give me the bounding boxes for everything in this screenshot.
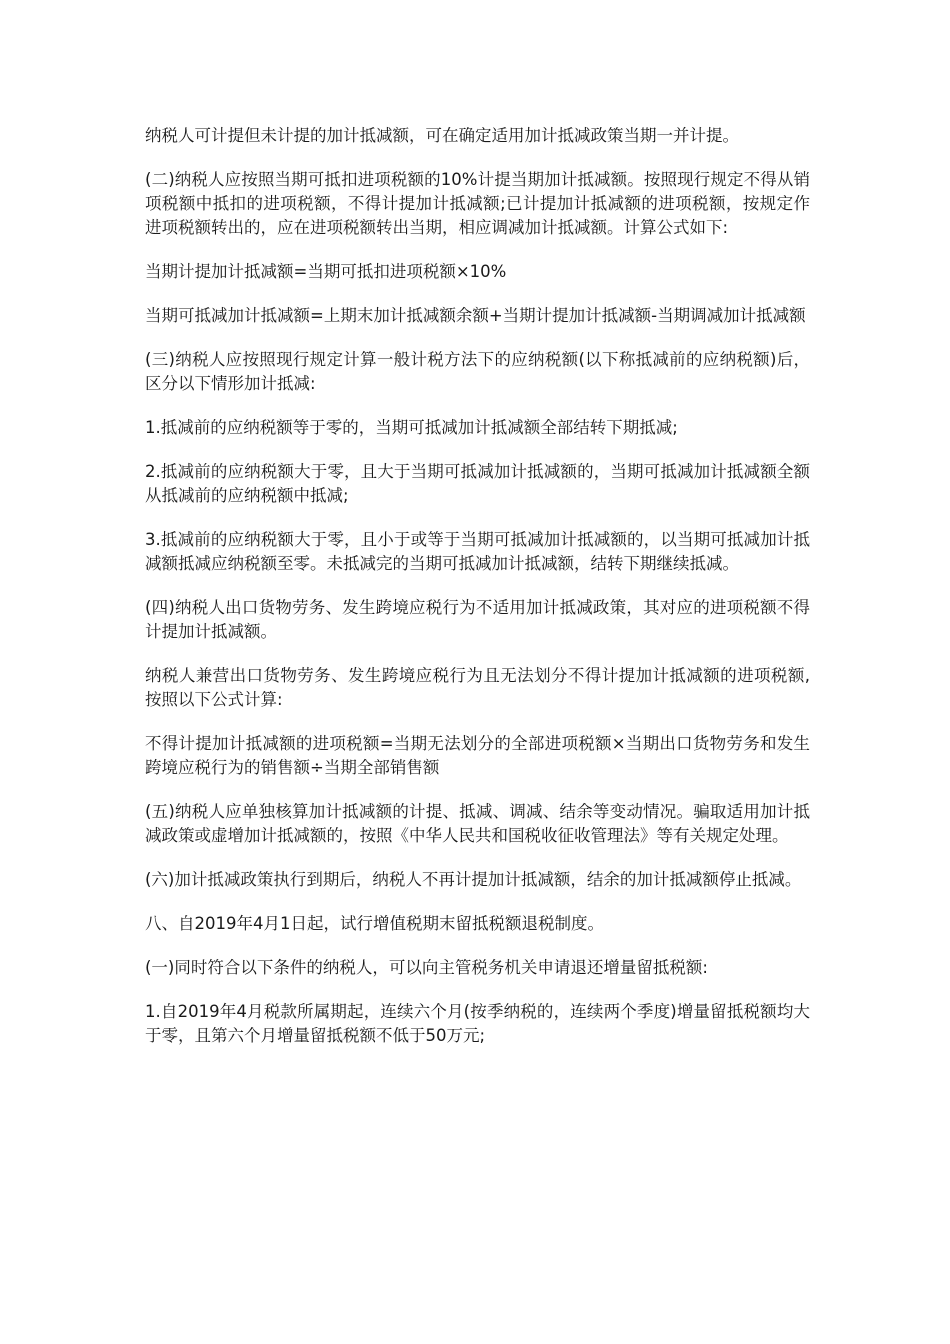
formula-paragraph: 不得计提加计抵减额的进项税额=当期无法划分的全部进项税额×当期出口货物劳务和发生跨境应税行为的销售额÷当期全部销售额 [145,734,810,777]
formula-paragraph: 当期可抵减加计抵减额=上期末加计抵减额余额+当期计提加计抵减额-当期调减加计抵减额 [145,306,806,325]
list-item: 1.自2019年4月税款所属期起，连续六个月(按季纳税的，连续两个季度)增量留抵税额均大于零，且第六个月增量留抵税额不低于50万元; [145,1002,810,1045]
section-heading: 八、自2019年4月1日起，试行增值税期末留抵税额退税制度。 [145,914,604,933]
document-page [145,124,810,1068]
list-item: 3.抵减前的应纳税额大于零，且小于或等于当期可抵减加计抵减额的，以当期可抵减加计抵减额抵减应纳税额至零。未抵减完的当期可抵减加计抵减额，结转下期继续抵减。 [145,530,810,573]
list-item: 1.抵减前的应纳税额等于零的，当期可抵减加计抵减额全部结转下期抵减; [145,418,678,437]
paragraph: (二)纳税人应按照当期可抵扣进项税额的10%计提当期加计抵减额。按照现行规定不得从销项税额中抵扣的进项税额，不得计提加计抵减额;已计提加计抵减额的进项税额，按规定作进项税额转出的，应在进项税额转出当期，相应调减加计抵减额。计算公式如下: [145,170,810,237]
paragraph: (三)纳税人应按照现行规定计算一般计税方法下的应纳税额(以下称抵减前的应纳税额)后，区分以下情形加计抵减: [145,350,810,393]
list-item: 2.抵减前的应纳税额大于零，且大于当期可抵减加计抵减额的，当期可抵减加计抵减额全额从抵减前的应纳税额中抵减; [145,462,810,505]
paragraph: (一)同时符合以下条件的纳税人，可以向主管税务机关申请退还增量留抵税额: [145,958,708,977]
formula-paragraph: 当期计提加计抵减额=当期可抵扣进项税额×10% [145,262,507,281]
paragraph: 纳税人可计提但未计提的加计抵减额，可在确定适用加计抵减政策当期一并计提。 [145,126,739,145]
paragraph: 纳税人兼营出口货物劳务、发生跨境应税行为且无法划分不得计提加计抵减额的进项税额,按照以下公式计算: [145,666,810,709]
paragraph: (五)纳税人应单独核算加计抵减额的计提、抵减、调减、结余等变动情况。骗取适用加计抵减政策或虚增加计抵减额的，按照《中华人民共和国税收征收管理法》等有关规定处理。 [145,802,810,845]
paragraph: (四)纳税人出口货物劳务、发生跨境应税行为不适用加计抵减政策，其对应的进项税额不得计提加计抵减额。 [145,598,810,641]
paragraph: (六)加计抵减政策执行到期后，纳税人不再计提加计抵减额，结余的加计抵减额停止抵减。 [145,870,802,889]
